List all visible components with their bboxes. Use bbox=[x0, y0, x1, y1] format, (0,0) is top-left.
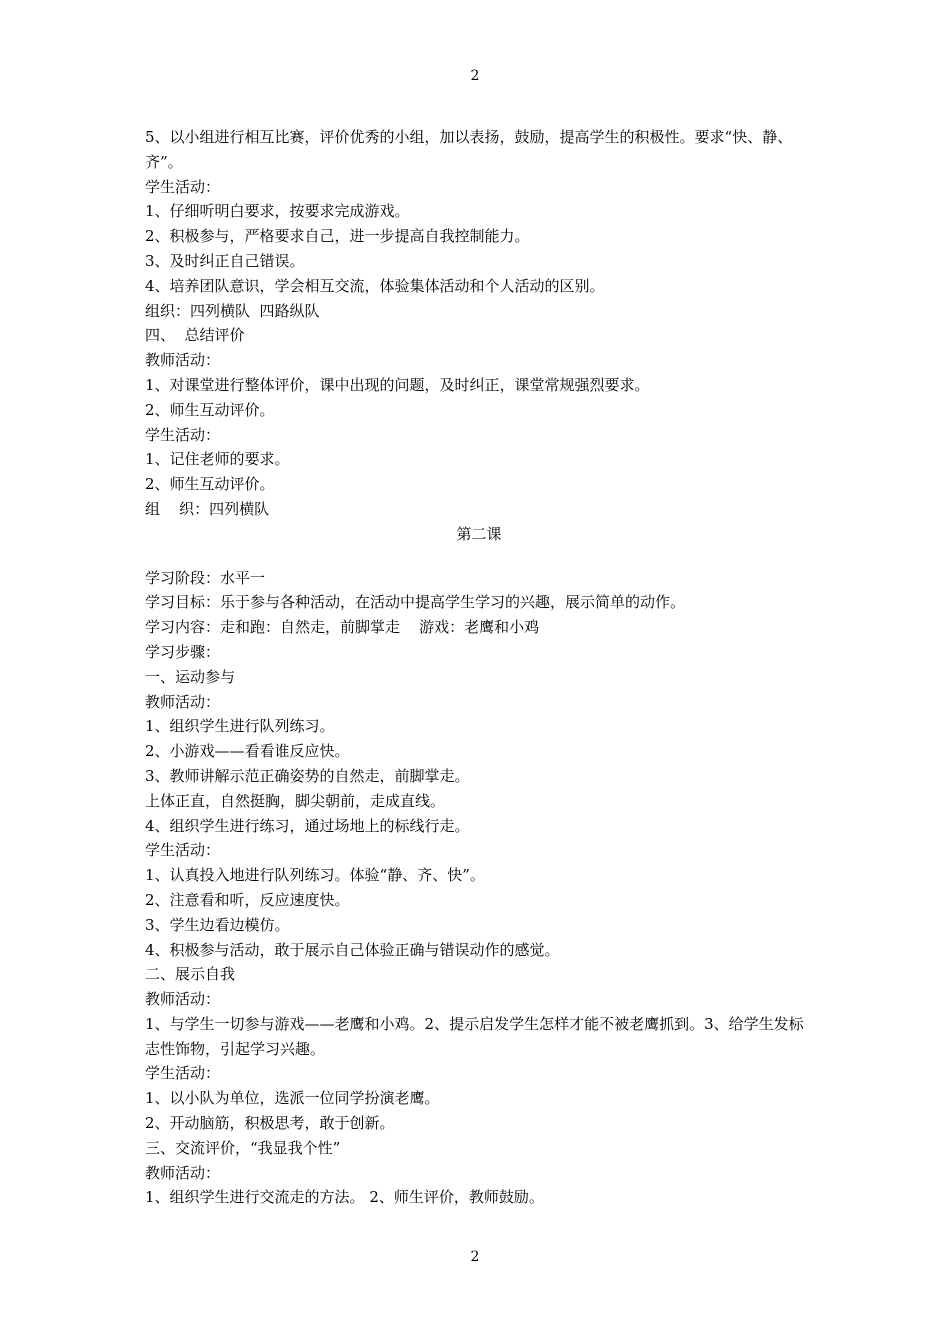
paragraph-line: 2、积极参与，严格要求自己，进一步提高自我控制能力。 bbox=[145, 227, 530, 246]
paragraph-line: 2、注意看和听，反应速度快。 bbox=[145, 890, 350, 909]
paragraph-line: 1、与学生一切参与游戏——老鹰和小鸡。2、提示启发学生怎样才能不被老鹰抓到。3、给学生发标志性饰物，引起学习兴趣。 bbox=[145, 1014, 804, 1058]
paragraph-line: 1、组织学生进行队列练习。 bbox=[145, 717, 335, 736]
title-spacer bbox=[145, 547, 813, 566]
paragraph-line: 4、培养团队意识，学会相互交流，体验集体活动和个人活动的区别。 bbox=[145, 276, 605, 295]
paragraph-line: 4、组织学生进行练习，通过场地上的标线行走。 bbox=[145, 816, 470, 835]
paragraph-line: 教师活动： bbox=[145, 692, 221, 711]
footer-page-number: 2 bbox=[470, 1249, 480, 1265]
section-heading: 四、 总结评价 bbox=[145, 326, 245, 345]
paragraph-line: 2、师生互动评价。 bbox=[145, 475, 275, 494]
paragraph-line: 组 织：四列横队 bbox=[145, 499, 270, 518]
paragraph-line: 1、仔细听明白要求，按要求完成游戏。 bbox=[145, 202, 410, 221]
section-heading: 一、运动参与 bbox=[145, 667, 236, 686]
paragraph-line: 上体正直，自然挺胸，脚尖朝前，走成直线。 bbox=[145, 791, 446, 810]
document-body bbox=[145, 125, 813, 1210]
paragraph-line: 教师活动： bbox=[145, 351, 221, 370]
paragraph-line: 2、师生互动评价。 bbox=[145, 400, 275, 419]
paragraph-line: 3、教师讲解示范正确姿势的自然走，前脚掌走。 bbox=[145, 766, 470, 785]
paragraph-line: 5、以小组进行相互比赛，评价优秀的小组，加以表扬，鼓励，提高学生的积极性。要求“快、静、齐”。 bbox=[145, 128, 793, 171]
section-heading: 二、展示自我 bbox=[145, 965, 236, 984]
paragraph-line: 学习步骤： bbox=[145, 642, 221, 661]
paragraph-line: 4、积极参与活动，敢于展示自己体验正确与错误动作的感觉。 bbox=[145, 940, 560, 959]
paragraph-line: 学习阶段：水平一 bbox=[145, 568, 266, 587]
paragraph-line: 学生活动： bbox=[145, 1064, 221, 1083]
paragraph-line: 2、开动脑筋，积极思考，敢于创新。 bbox=[145, 1114, 395, 1133]
paragraph-line: 组织：四列横队 四路纵队 bbox=[145, 301, 320, 320]
paragraph-line: 3、及时纠正自己错误。 bbox=[145, 251, 305, 270]
paragraph-line: 教师活动： bbox=[145, 1163, 221, 1182]
lesson-title: 第二课 bbox=[456, 524, 502, 543]
paragraph-line: 1、对课堂进行整体评价，课中出现的问题，及时纠正，课堂常规强烈要求。 bbox=[145, 375, 650, 394]
paragraph-line: 教师活动： bbox=[145, 990, 221, 1009]
paragraph-line: 学习目标：乐于参与各种活动，在活动中提高学生学习的兴趣，展示简单的动作。 bbox=[145, 593, 686, 612]
section-heading: 三、交流评价，“我显我个性” bbox=[145, 1138, 341, 1157]
paragraph-line: 1、记住老师的要求。 bbox=[145, 450, 290, 469]
paragraph-line: 3、学生边看边模仿。 bbox=[145, 915, 290, 934]
paragraph-line: 学生活动： bbox=[145, 425, 221, 444]
paragraph-line: 1、组织学生进行交流走的方法。 2、师生评价，教师鼓励。 bbox=[145, 1188, 544, 1207]
paragraph-line: 2、小游戏——看看谁反应快。 bbox=[145, 742, 350, 761]
paragraph-line: 学生活动： bbox=[145, 841, 221, 860]
paragraph-line: 1、以小队为单位，选派一位同学扮演老鹰。 bbox=[145, 1089, 440, 1108]
header-page-number: 2 bbox=[470, 68, 480, 84]
paragraph-line: 学生活动： bbox=[145, 177, 221, 196]
paragraph-line: 1、认真投入地进行队列练习。体验“静、齐、快”。 bbox=[145, 866, 485, 885]
paragraph-line: 学习内容：走和跑：自然走，前脚掌走 游戏：老鹰和小鸡 bbox=[145, 618, 540, 637]
